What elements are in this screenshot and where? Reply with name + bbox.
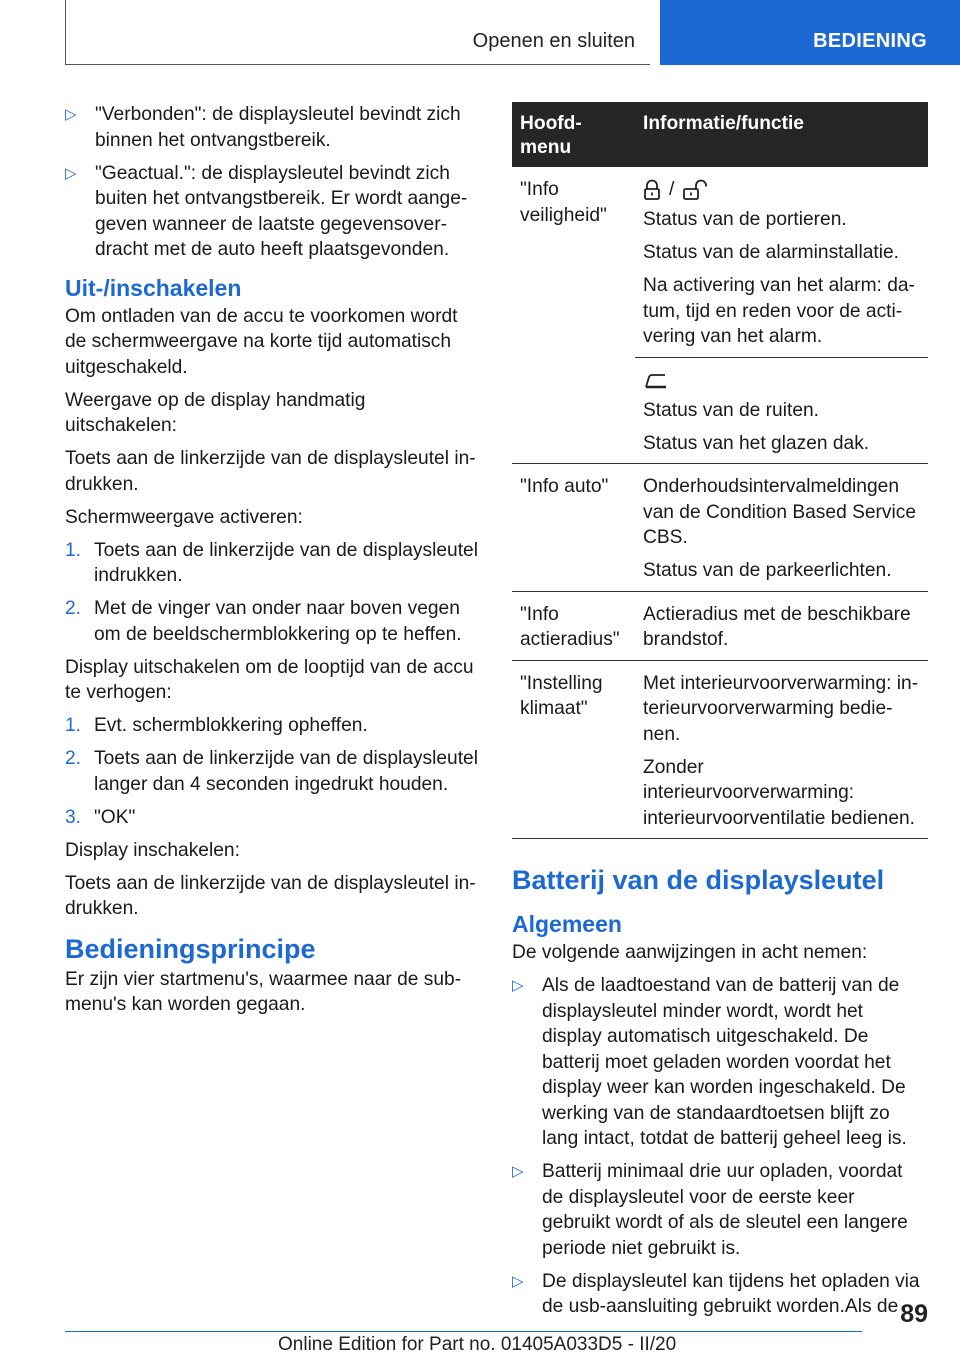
right-column [512, 102, 928, 1327]
table-row [512, 167, 928, 357]
bullet-triangle-icon: ▷ [65, 106, 77, 123]
step-item: 2. Met de vinger van onder naar boven vegen om de beeldschermblokkering op te heffen. [65, 598, 462, 645]
paragraph: Display inschakelen: [65, 839, 240, 861]
header-bottom-rule [65, 64, 650, 65]
info-cell: Onderhoudsintervalmeldingen van de Condition Based Service CBS. Status van de parkeerlichten. [635, 464, 928, 592]
heading-switch: Uit-/inschakelen [65, 274, 242, 301]
paragraph: Display uitschakelen om de looptijd van de accu te verhogen: [65, 656, 474, 703]
header-left-rule [65, 0, 66, 65]
paragraph: Er zijn vier startmenu's, waarmee naar de sub-menu's kan worden gegaan. [65, 968, 462, 1015]
menu-cell: "Info auto" [512, 464, 635, 592]
table-header-menu: Hoofd-menu [512, 102, 635, 167]
bullet-triangle-icon: ▷ [512, 1272, 524, 1290]
table-header-info: Informatie/functie [635, 102, 928, 167]
step-item: 3. "OK" [65, 806, 136, 828]
left-column [65, 102, 480, 1025]
menu-cell: "Instelling klimaat" [512, 660, 635, 839]
list-item: ▷ Batterij minimaal drie uur opladen, voordat de displaysleutel voor de eerste keer gebruikt wordt of als de sleutel een langere periode niet gebruikt is. [512, 1161, 908, 1259]
info-cell: Met interieurvoorverwarming: in-terieurvoorverwarming bedie-nen. Zonder interieurvoorverwarming: interieurvoorventilatie bedienen. [635, 660, 928, 839]
list-item: ▷ "Verbonden": de displaysleutel bevindt zich binnen het ontvangstbereik. [65, 104, 461, 151]
lock-closed-icon [643, 179, 661, 201]
info-cell: Actieradius met de beschikbare brandstof. [635, 591, 928, 660]
table-row [512, 660, 928, 839]
heading-battery: Batterij van de displaysleutel [512, 865, 885, 895]
bullet-triangle-icon: ▷ [512, 977, 524, 994]
window-icon [643, 370, 669, 392]
main-menu-table [512, 102, 928, 839]
info-cell: Status van de ruiten. Status van het glazen dak. [635, 357, 928, 464]
list-item: ▷ De displaysleutel kan tijdens het opladen via de usb-aansluiting gebruikt worden.Als de [512, 1270, 920, 1317]
step-item: 2. Toets aan de linkerzijde van de displaysleutel langer dan 4 seconden ingedrukt houden. [65, 748, 478, 795]
footer-edition: Online Edition for Part no. 01405A033D5 - II/20 [278, 1334, 677, 1355]
page-number: 89 [900, 1300, 928, 1328]
step-item: 1. Evt. schermblokkering opheffen. [65, 715, 368, 736]
table-row [512, 464, 928, 592]
paragraph: Weergave op de display handmatig uitschakelen: [65, 389, 366, 436]
paragraph: Schermweergave activeren: [65, 506, 303, 528]
footer-rule [65, 1331, 862, 1332]
step-item: 1. Toets aan de linkerzijde van de displaysleutel indrukken. [65, 539, 478, 586]
menu-cell: "Info actieradius" [512, 591, 635, 660]
bullet-triangle-icon: ▷ [65, 164, 77, 182]
list-item: ▷ Als de laadtoestand van de batterij van de displaysleutel minder wordt, wordt het display automatisch uitgeschakeld. De batterij moet geladen worden voordat het display weer kan worden ingeschakeld. De werking van de standaardtoetsen blijft zo lang intact, totdat de batterij geheel leeg is. [512, 975, 907, 1149]
menu-cell: "Info veiligheid" [512, 167, 635, 464]
bullet-triangle-icon: ▷ [512, 1163, 524, 1180]
paragraph: Toets aan de linkerzijde van de displaysleutel in-drukken. [65, 872, 476, 919]
list-item: ▷ "Geactual.": de displaysleutel bevindt zich buiten het ontvangstbereik. Er wordt aange-geven wanneer de laatste gegevensover-dracht met de auto heeft plaatsgevonden. [65, 162, 468, 260]
heading-principle: Bedieningsprincipe [65, 933, 316, 964]
paragraph: Toets aan de linkerzijde van de displaysleutel in-drukken. [65, 448, 476, 495]
chapter-tab[interactable] [660, 0, 960, 65]
section-title: Openen en sluiten [472, 30, 635, 52]
icon-separator: / [669, 179, 675, 201]
chapter-tab-label: BEDIENING [813, 30, 927, 52]
lock-open-icon [682, 179, 708, 201]
heading-general: Algemeen [512, 911, 622, 937]
paragraph: De volgende aanwijzingen in acht nemen: [512, 942, 868, 963]
paragraph: Om ontladen van de accu te voorkomen wordt de schermweergave na korte tijd automatisch uitgeschakeld. [65, 305, 458, 378]
info-cell: / Status van de portieren. Status van de alarminstallatie. Na activering van het alarm: da-tum, tijd en reden voor de acti-vering van het alarm. [635, 167, 928, 357]
table-row [512, 591, 928, 660]
